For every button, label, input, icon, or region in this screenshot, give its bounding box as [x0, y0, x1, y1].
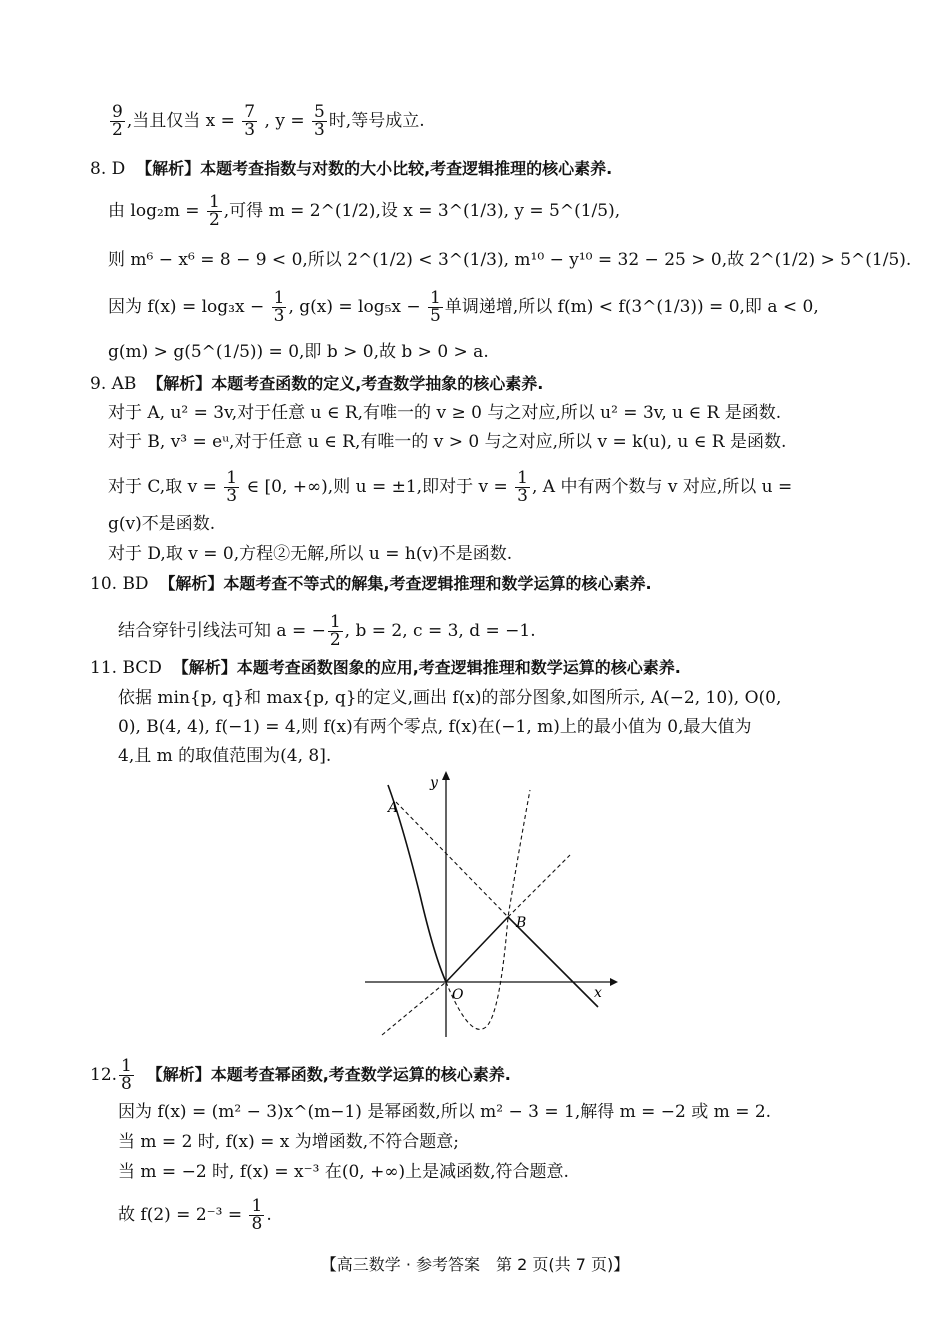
q12-line-3: 当 m = −2 时, f(x) = x⁻³ 在(0, +∞)上是减函数,符合题意.	[118, 1162, 569, 1182]
q9-line-1: 对于 A, u² = 3v,对于任意 u ∈ R,有唯一的 v ≥ 0 与之对应,所以 u² = 3v, u ∈ R 是函数.	[108, 403, 782, 423]
q9-line-3: 对于 C,取 v = $\frac{1}{3}$ ∈ [0, +∞),则 u = ±1,即对于 v = $\frac{1}{3}$ , A 中有两个数与 v 对应,所以 u =	[108, 468, 793, 506]
y-axis-arrow	[442, 771, 450, 780]
q12-line-4: 故 f(2) = 2⁻³ = $\frac{1}{8}$ .	[118, 1196, 272, 1234]
q9-line-5: 对于 D,取 v = 0,方程②无解,所以 u = h(v)不是函数.	[108, 544, 513, 564]
label-y: y	[430, 775, 438, 791]
line-continuation: $\frac{9}{2}$ ,当且仅当 x = $\frac{7}{3}$ , y = $\frac{5}{3}$ 时,等号成立.	[112, 102, 425, 140]
q11-heading: 11. BCD 【解析】本题考查函数图象的应用,考查逻辑推理和数学运算的核心素养.	[90, 658, 681, 678]
q11-line-3: 4,且 m 的取值范围为(4, 8].	[118, 746, 332, 766]
q12-heading: 12. $\frac{1}{8}$ 【解析】本题考查幂函数,考查数学运算的核心素养.	[90, 1056, 511, 1094]
q12-line-1: 因为 f(x) = (m² − 3)x^(m−1) 是幂函数,所以 m² − 3 = 1,解得 m = −2 或 m = 2.	[118, 1102, 772, 1122]
q8-line-3: 因为 f(x) = log₃x − $\frac{1}{3}$ , g(x) = log₅x − $\frac{1}{5}$ 单调递增,所以 f(m) < f(3^(1/3)) = 0,即 a < 0,	[108, 288, 819, 326]
q9-line-2: 对于 B, v³ = eᵘ,对于任意 u ∈ R,有唯一的 v > 0 与之对应,所以 v = k(u), u ∈ R 是函数.	[108, 432, 787, 452]
dashed-line-increasing	[382, 982, 446, 1035]
q9-heading: 9. AB 【解析】本题考查函数的定义,考查数学抽象的核心素养.	[90, 374, 544, 394]
q12-line-2: 当 m = 2 时, f(x) = x 为增函数,不符合题意;	[118, 1132, 459, 1152]
function-graph	[360, 765, 640, 1045]
label-a: A	[388, 800, 399, 816]
q8-line-4: g(m) > g(5^(1/5)) = 0,即 b > 0,故 b > 0 > a.	[108, 342, 489, 362]
q8-heading: 8. D 【解析】本题考查指数与对数的大小比较,考查逻辑推理的核心素养.	[90, 159, 613, 179]
q8-line-2: 则 m⁶ − x⁶ = 8 − 9 < 0,所以 2^(1/2) < 3^(1/3), m¹⁰ − y¹⁰ = 32 − 25 > 0,故 2^(1/2) > 5^(1/5).	[108, 250, 912, 270]
dashed-line-decreasing	[396, 802, 508, 917]
q11-line-2: 0), B(4, 4), f(−1) = 4,则 f(x)有两个零点, f(x)在(−1, m)上的最小值为 0,最大值为	[118, 717, 752, 737]
x-axis-arrow	[610, 978, 618, 986]
q11-line-1: 依据 min{p, q}和 max{p, q}的定义,画出 f(x)的部分图象,如图所示, A(−2, 10), O(0,	[118, 688, 782, 708]
q8-line-1: 由 log₂m = $\frac{1}{2}$ ,可得 m = 2^(1/2),设 x = 3^(1/3), y = 5^(1/5),	[108, 192, 621, 230]
q10-heading: 10. BD 【解析】本题考查不等式的解集,考查逻辑推理和数学运算的核心素养.	[90, 574, 652, 594]
label-b: B	[516, 915, 527, 931]
q10-line-1: 结合穿针引线法可知 a = − $\frac{1}{2}$ , b = 2, c = 3, d = −1.	[118, 612, 536, 650]
solid-segment-ob	[446, 917, 508, 982]
fraction: $\frac{9}{2}$	[112, 102, 123, 140]
label-x: x	[594, 985, 602, 1001]
label-o: O	[452, 987, 464, 1003]
page-footer: 【高三数学 · 参考答案 第 2 页(共 7 页)】	[320, 1255, 630, 1274]
q9-line-4: g(v)不是函数.	[108, 514, 216, 534]
